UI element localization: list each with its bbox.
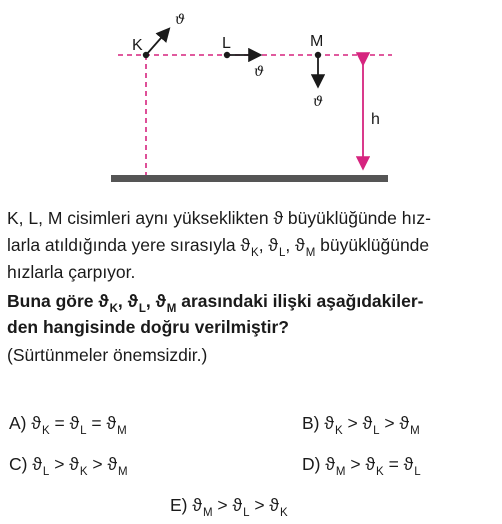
- q2-part1: larla atıldığında yere sırasıyla ϑ: [7, 235, 251, 255]
- od-p0: ϑ: [325, 454, 335, 474]
- od-p2: > ϑ: [345, 454, 376, 474]
- od-p3: K: [376, 466, 384, 478]
- option-b-letter: B): [302, 413, 320, 433]
- question-line-1: K, L, M cisimleri aynı yükseklikten ϑ büyüklüğünde hız-: [7, 208, 431, 228]
- ob-p2: > ϑ: [342, 413, 373, 433]
- oe-p0: ϑ: [192, 495, 202, 515]
- oe-p1: M: [202, 507, 213, 519]
- ob-p1: K: [334, 425, 343, 437]
- b1-part4: arasındaki ilişki aşağıdakiler-: [176, 291, 424, 311]
- oc-p5: M: [118, 466, 128, 478]
- q2-sub1: K: [251, 247, 259, 259]
- oc-p2: > ϑ: [49, 454, 79, 474]
- option-e[interactable]: [170, 493, 288, 520]
- label-h: h: [371, 111, 380, 128]
- od-p5: L: [414, 466, 421, 478]
- k-velocity-arrow: [146, 30, 168, 55]
- option-a-letter: A): [9, 413, 27, 433]
- oc-p4: > ϑ: [87, 454, 118, 474]
- b1-part2: , ϑ: [117, 291, 138, 311]
- oc-p0: ϑ: [32, 454, 42, 474]
- oa-p0: ϑ: [31, 413, 41, 433]
- q2-part2: , ϑ: [258, 235, 278, 255]
- l-velocity-label: ϑ: [254, 64, 265, 80]
- q2-sub3: M: [305, 247, 316, 259]
- b1-sub2: L: [138, 303, 146, 315]
- b1-sub1: K: [109, 303, 118, 315]
- od-p4: = ϑ: [383, 454, 414, 474]
- option-d[interactable]: [302, 452, 421, 479]
- question-note: (Sürtünmeler önemsizdir.): [7, 345, 208, 365]
- ob-p3: L: [373, 425, 380, 437]
- option-c-letter: C): [9, 454, 28, 474]
- label-m: M: [310, 33, 324, 50]
- m-velocity-label: ϑ: [313, 94, 324, 110]
- question-line-3: hızlarla çarpıyor.: [7, 262, 136, 282]
- q2-part3: , ϑ: [285, 235, 305, 255]
- option-d-letter: D): [302, 454, 321, 474]
- question-bold-line-2: den hangisinde doğru verilmiştir?: [7, 317, 289, 337]
- label-l: L: [222, 35, 231, 52]
- od-p1: M: [335, 466, 346, 478]
- oc-p1: L: [42, 466, 50, 478]
- b1-part3: , ϑ: [145, 291, 166, 311]
- ground: [111, 175, 388, 182]
- q2-sub2: L: [279, 247, 286, 259]
- b1-part1: Buna göre ϑ: [7, 291, 109, 311]
- option-e-letter: E): [170, 495, 188, 515]
- question-bold-line-1: [7, 289, 423, 316]
- oa-p5: M: [117, 425, 127, 437]
- oe-p5: K: [279, 507, 288, 519]
- oc-p3: K: [79, 466, 88, 478]
- option-c[interactable]: [9, 452, 128, 479]
- option-a[interactable]: [9, 411, 127, 438]
- question-line-2: [7, 233, 429, 260]
- k-velocity-label: ϑ: [175, 12, 186, 28]
- b1-sub3: M: [166, 303, 177, 315]
- option-b[interactable]: [302, 411, 420, 438]
- oe-p3: L: [243, 507, 250, 519]
- projectile-diagram: [0, 0, 502, 200]
- oa-p1: K: [41, 425, 50, 437]
- ob-p5: M: [410, 425, 420, 437]
- ob-p4: > ϑ: [379, 413, 410, 433]
- oe-p4: > ϑ: [249, 495, 279, 515]
- oa-p3: L: [80, 425, 87, 437]
- q2-part4: büyüklüğünde: [315, 235, 430, 255]
- oe-p2: > ϑ: [212, 495, 243, 515]
- ob-p0: ϑ: [324, 413, 334, 433]
- label-k: K: [132, 37, 143, 54]
- oa-p4: = ϑ: [86, 413, 117, 433]
- oa-p2: = ϑ: [49, 413, 80, 433]
